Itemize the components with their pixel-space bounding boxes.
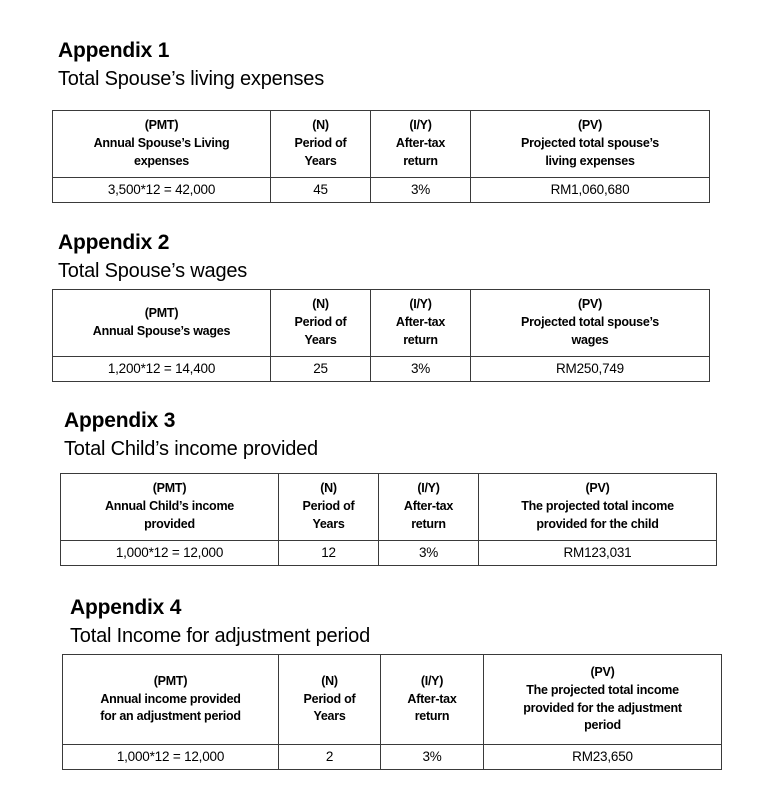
header-code: (N) xyxy=(312,118,329,133)
header-label-line1: Annual income provided xyxy=(100,691,241,706)
header-code: (N) xyxy=(320,481,337,496)
header-label-line2: Years xyxy=(313,709,346,724)
header-code: (PMT) xyxy=(144,306,179,321)
header-code: (PV) xyxy=(590,665,615,679)
value-cell-pmt: 1,000*12 = 12,000 xyxy=(61,541,279,566)
value-cell-iy: 3% xyxy=(379,541,479,566)
header-label-line2: return xyxy=(403,153,438,168)
value-cell-pmt: 1,000*12 = 12,000 xyxy=(63,745,279,770)
value-cell-n: 2 xyxy=(279,745,381,770)
appendix-4-heading: Appendix 4 xyxy=(70,596,182,619)
header-code: (N) xyxy=(312,297,329,312)
header-label-line1: Period of xyxy=(302,499,355,514)
header-label-line2: provided for the adjustment xyxy=(523,700,682,715)
value-cell-n: 25 xyxy=(271,357,371,382)
header-label-line1: Projected total spouse’s xyxy=(520,136,660,151)
value-cell-pv: RM123,031 xyxy=(479,541,717,566)
header-cell-iy xyxy=(371,290,471,357)
header-code: (PMT) xyxy=(152,481,187,496)
header-cell-pmt xyxy=(61,474,279,541)
value-cell-n: 12 xyxy=(279,541,379,566)
header-cell-pv xyxy=(479,474,717,541)
header-label-line1: After-tax xyxy=(403,499,454,514)
header-label-line1: Annual Child’s income xyxy=(104,499,235,514)
header-cell-iy xyxy=(371,111,471,178)
header-label-line2: provided for the child xyxy=(536,516,659,531)
table-row-values xyxy=(53,178,710,203)
header-code: (N) xyxy=(321,673,338,688)
appendix-3-heading: Appendix 3 xyxy=(64,409,176,432)
header-label-line3: period xyxy=(584,718,621,733)
header-label-line2: Years xyxy=(304,153,337,168)
header-label-line1: Period of xyxy=(294,315,347,330)
value-cell-pmt: 3,500*12 = 42,000 xyxy=(53,178,271,203)
header-code: (PV) xyxy=(578,118,602,133)
appendix-1-heading: Appendix 1 xyxy=(58,39,170,62)
header-label-line1: After-tax xyxy=(395,315,446,330)
header-code: (PV) xyxy=(585,481,610,496)
value-cell-iy: 3% xyxy=(381,745,484,770)
header-cell-pv xyxy=(484,655,722,745)
header-label-line2: provided xyxy=(144,516,195,531)
value-cell-pv: RM23,650 xyxy=(484,745,722,770)
header-cell-pv xyxy=(471,111,710,178)
appendix-4-subheading: Total Income for adjustment period xyxy=(70,625,371,647)
appendix-3-subheading: Total Child’s income provided xyxy=(64,438,318,460)
table-row-header xyxy=(63,655,722,745)
header-label-line2: return xyxy=(411,516,446,531)
table-row-values xyxy=(61,541,717,566)
header-cell-n xyxy=(279,655,381,745)
header-label-line1: Period of xyxy=(294,136,347,151)
header-label-line1: After-tax xyxy=(407,691,457,706)
header-label-line1: Annual Spouse’s wages xyxy=(92,324,231,338)
header-cell-pmt xyxy=(53,290,271,357)
header-cell-iy xyxy=(379,474,479,541)
header-label-line2: Years xyxy=(312,516,345,531)
table-row-values xyxy=(63,745,722,770)
header-code: (I/Y) xyxy=(409,118,432,133)
value-cell-iy: 3% xyxy=(371,178,471,203)
header-label-line1: Annual Spouse’s Living xyxy=(93,136,230,151)
header-label-line2: expenses xyxy=(134,153,189,168)
appendix-2-heading: Appendix 2 xyxy=(58,231,170,254)
header-code: (I/Y) xyxy=(420,673,444,688)
appendix-2-subheading: Total Spouse’s wages xyxy=(58,260,248,282)
header-cell-n xyxy=(279,474,379,541)
table-row-header xyxy=(53,111,710,178)
header-label-line2: living expenses xyxy=(545,153,635,168)
value-cell-pmt: 1,200*12 = 14,400 xyxy=(53,357,271,382)
header-label-line1: The projected total income xyxy=(521,499,674,514)
value-cell-pv: RM1,060,680 xyxy=(471,178,710,203)
header-label-line2: Years xyxy=(304,332,337,347)
header-cell-n xyxy=(271,290,371,357)
header-cell-iy xyxy=(381,655,484,745)
appendix-4-section xyxy=(70,596,682,764)
header-label-line2: return xyxy=(403,332,438,347)
table-row-header xyxy=(61,474,717,541)
header-label-line1: Period of xyxy=(303,691,356,706)
header-label-line1: Projected total spouse’s xyxy=(520,315,660,330)
appendix-1-section xyxy=(58,39,660,197)
value-cell-n: 45 xyxy=(271,178,371,203)
header-code: (I/Y) xyxy=(409,297,432,312)
appendix-3-section xyxy=(64,409,674,560)
header-label-line2: wages xyxy=(571,332,609,347)
header-label-line1: The projected total income xyxy=(526,682,679,697)
header-code: (PV) xyxy=(578,297,602,312)
appendix-3-table xyxy=(60,473,717,566)
appendix-1-subheading: Total Spouse’s living expenses xyxy=(58,68,325,90)
table-row-values xyxy=(53,357,710,382)
value-cell-pv: RM250,749 xyxy=(471,357,710,382)
appendix-4-table xyxy=(62,654,722,770)
header-code: (PMT) xyxy=(144,118,179,133)
appendix-2-table xyxy=(52,289,710,382)
header-label-line1: After-tax xyxy=(395,136,446,151)
header-cell-n xyxy=(271,111,371,178)
value-cell-iy: 3% xyxy=(371,357,471,382)
appendix-1-table xyxy=(52,110,710,203)
header-code: (I/Y) xyxy=(417,481,440,496)
table-row-header xyxy=(53,290,710,357)
header-label-line2: for an adjustment period xyxy=(100,709,241,724)
header-cell-pv xyxy=(471,290,710,357)
header-cell-pmt xyxy=(63,655,279,745)
header-code: (PMT) xyxy=(153,673,188,688)
appendix-2-section xyxy=(58,231,660,376)
header-cell-pmt xyxy=(53,111,271,178)
header-label-line2: return xyxy=(414,709,450,724)
